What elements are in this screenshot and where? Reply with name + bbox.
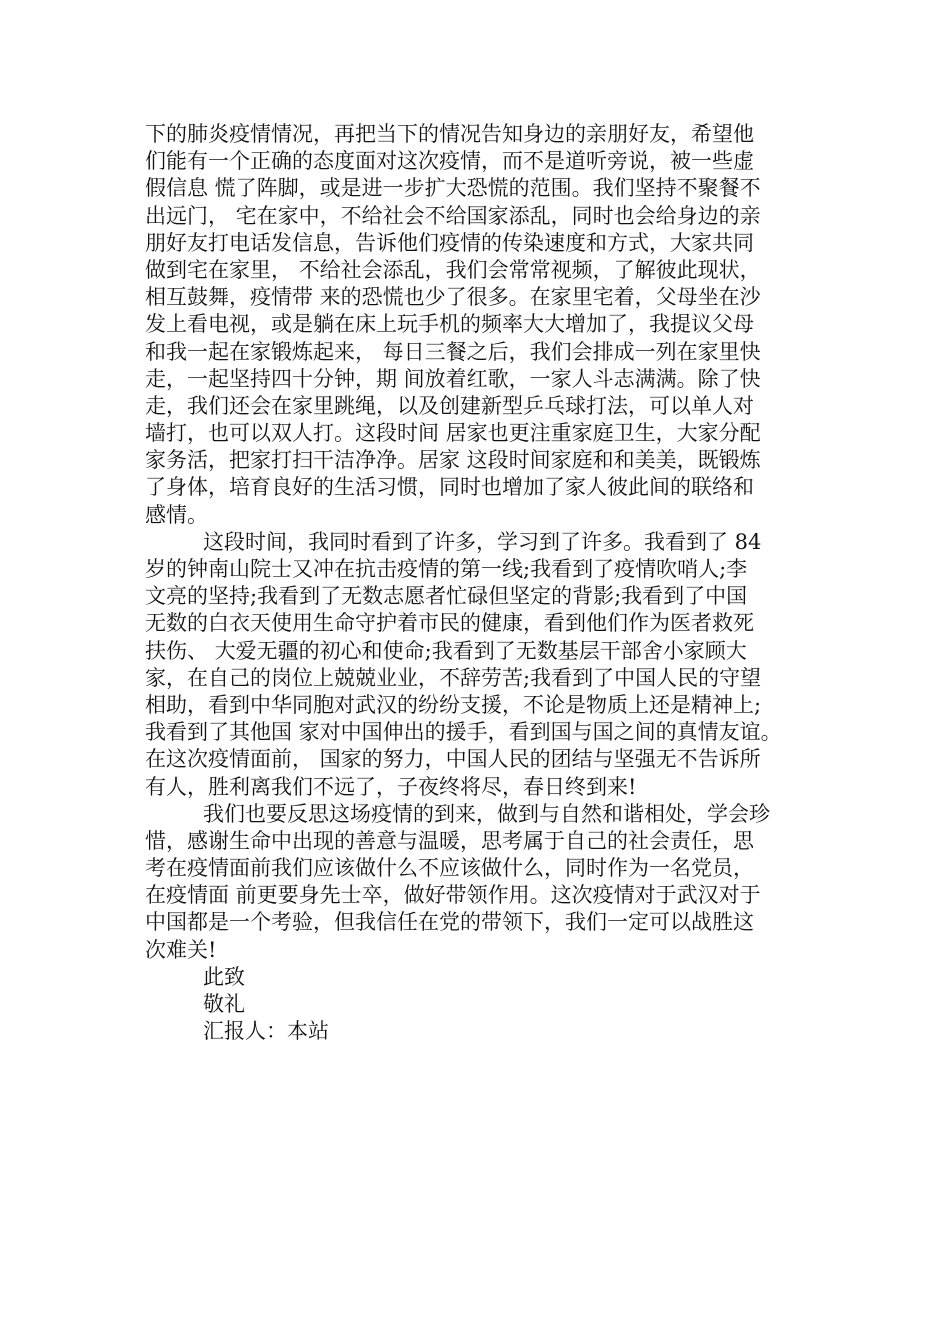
text-line: 次难关!	[145, 937, 217, 962]
text-line: 惜，感谢生命中出现的善意与温暖，思考属于自己的社会责任，思	[145, 828, 754, 853]
text-line: 中国都是一个考验，但我信任在党的带领下，我们一定可以战胜这	[145, 910, 754, 935]
text-line: 们能有一个正确的态度面对这次疫情，而不是道听旁说，被一些虚	[145, 149, 754, 174]
paragraph-family-life	[145, 121, 817, 529]
text-line: 相互鼓舞，疫情带 来的恐慌也少了很多。在家里宅着，父母坐在沙	[145, 285, 761, 310]
text-line: 出远门， 宅在家中，不给社会不给国家添乱，同时也会给身边的亲	[145, 203, 761, 228]
text-line: 走，我们还会在家里跳绳，以及创建新型乒乓球打法，可以单人对	[145, 393, 754, 418]
text-line: 相助，看到中华同胞对武汉的纷纷支援，不论是物质上还是精神上;	[145, 692, 762, 717]
text-line: 我看到了其他国 家对中国伸出的援手，看到国与国之间的真情友谊。	[145, 720, 782, 745]
text-line: 岁的钟南山院士又冲在抗击疫情的第一线;我看到了疫情吹哨人;李	[145, 557, 748, 581]
closing-salutation: 此致	[203, 964, 245, 989]
paragraph-observations	[145, 529, 817, 801]
text-line: 家，在自己的岗位上兢兢业业，不辞劳苦;我看到了中国人民的守望	[145, 665, 762, 690]
text-line: 扶伤、 大爱无疆的初心和使命;我看到了无数基层干部舍小家顾大	[145, 638, 747, 663]
text-line: 感情。	[145, 502, 208, 527]
paragraph-reflection	[145, 801, 817, 964]
text-line: 了身体，培育良好的生活习惯，同时也增加了家人彼此间的联络和	[145, 475, 754, 500]
text-line: 和我一起在家锻炼起来， 每日三餐之后，我们会排成一列在家里快	[145, 339, 761, 364]
text-line: 有人，胜利离我们不远了，子夜终将尽，春日终到来!	[145, 774, 637, 799]
closing-block	[145, 964, 817, 1046]
closing-reporter: 汇报人：本站	[203, 1019, 329, 1044]
text-line: 下的肺炎疫情情况，再把当下的情况告知身边的亲朋好友，希望他	[145, 122, 754, 146]
text-line: 发上看电视，或是躺在床上玩手机的频率大大增加了，我提议父母	[145, 312, 754, 337]
document-body	[145, 121, 817, 1045]
text-line: 走，一起坚持四十分钟，期 间放着红歌，一家人斗志满满。除了快	[145, 366, 761, 391]
text-line: 这段时间，我同时看到了许多，学习到了许多。我看到了 84	[203, 529, 762, 554]
text-line: 在这次疫情面前， 国家的努力，中国人民的团结与坚强无不告诉所	[145, 747, 761, 772]
text-line: 做到宅在家里， 不给社会添乱，我们会常常视频，了解彼此现状，	[145, 257, 761, 282]
text-line: 我们也要反思这场疫情的到来，做到与自然和谐相处，学会珍	[203, 801, 770, 826]
text-line: 无数的白衣天使用生命守护着市民的健康，看到他们作为医者救死	[145, 611, 754, 636]
text-line: 假信息 慌了阵脚，或是进一步扩大恐慌的范围。我们坚持不聚餐不	[145, 176, 761, 201]
text-line: 在疫情面 前更要身先士卒，做好带领作用。这次疫情对于武汉对于	[145, 883, 761, 908]
text-line: 考在疫情面前我们应该做什么不应该做什么，同时作为一名党员，	[145, 856, 754, 881]
closing-regards: 敬礼	[203, 992, 245, 1016]
text-line: 墙打，也可以双人打。这段时间 居家也更注重家庭卫生，大家分配	[145, 421, 761, 446]
text-line: 文亮的坚持;我看到了无数志愿者忙碌但坚定的背影;我看到了中国	[145, 584, 748, 609]
text-line: 朋好友打电话发信息，告诉他们疫情的传染速度和方式，大家共同	[145, 230, 754, 255]
text-line: 家务活，把家打扫干洁净净。居家 这段时间家庭和和美美，既锻炼	[145, 448, 761, 473]
